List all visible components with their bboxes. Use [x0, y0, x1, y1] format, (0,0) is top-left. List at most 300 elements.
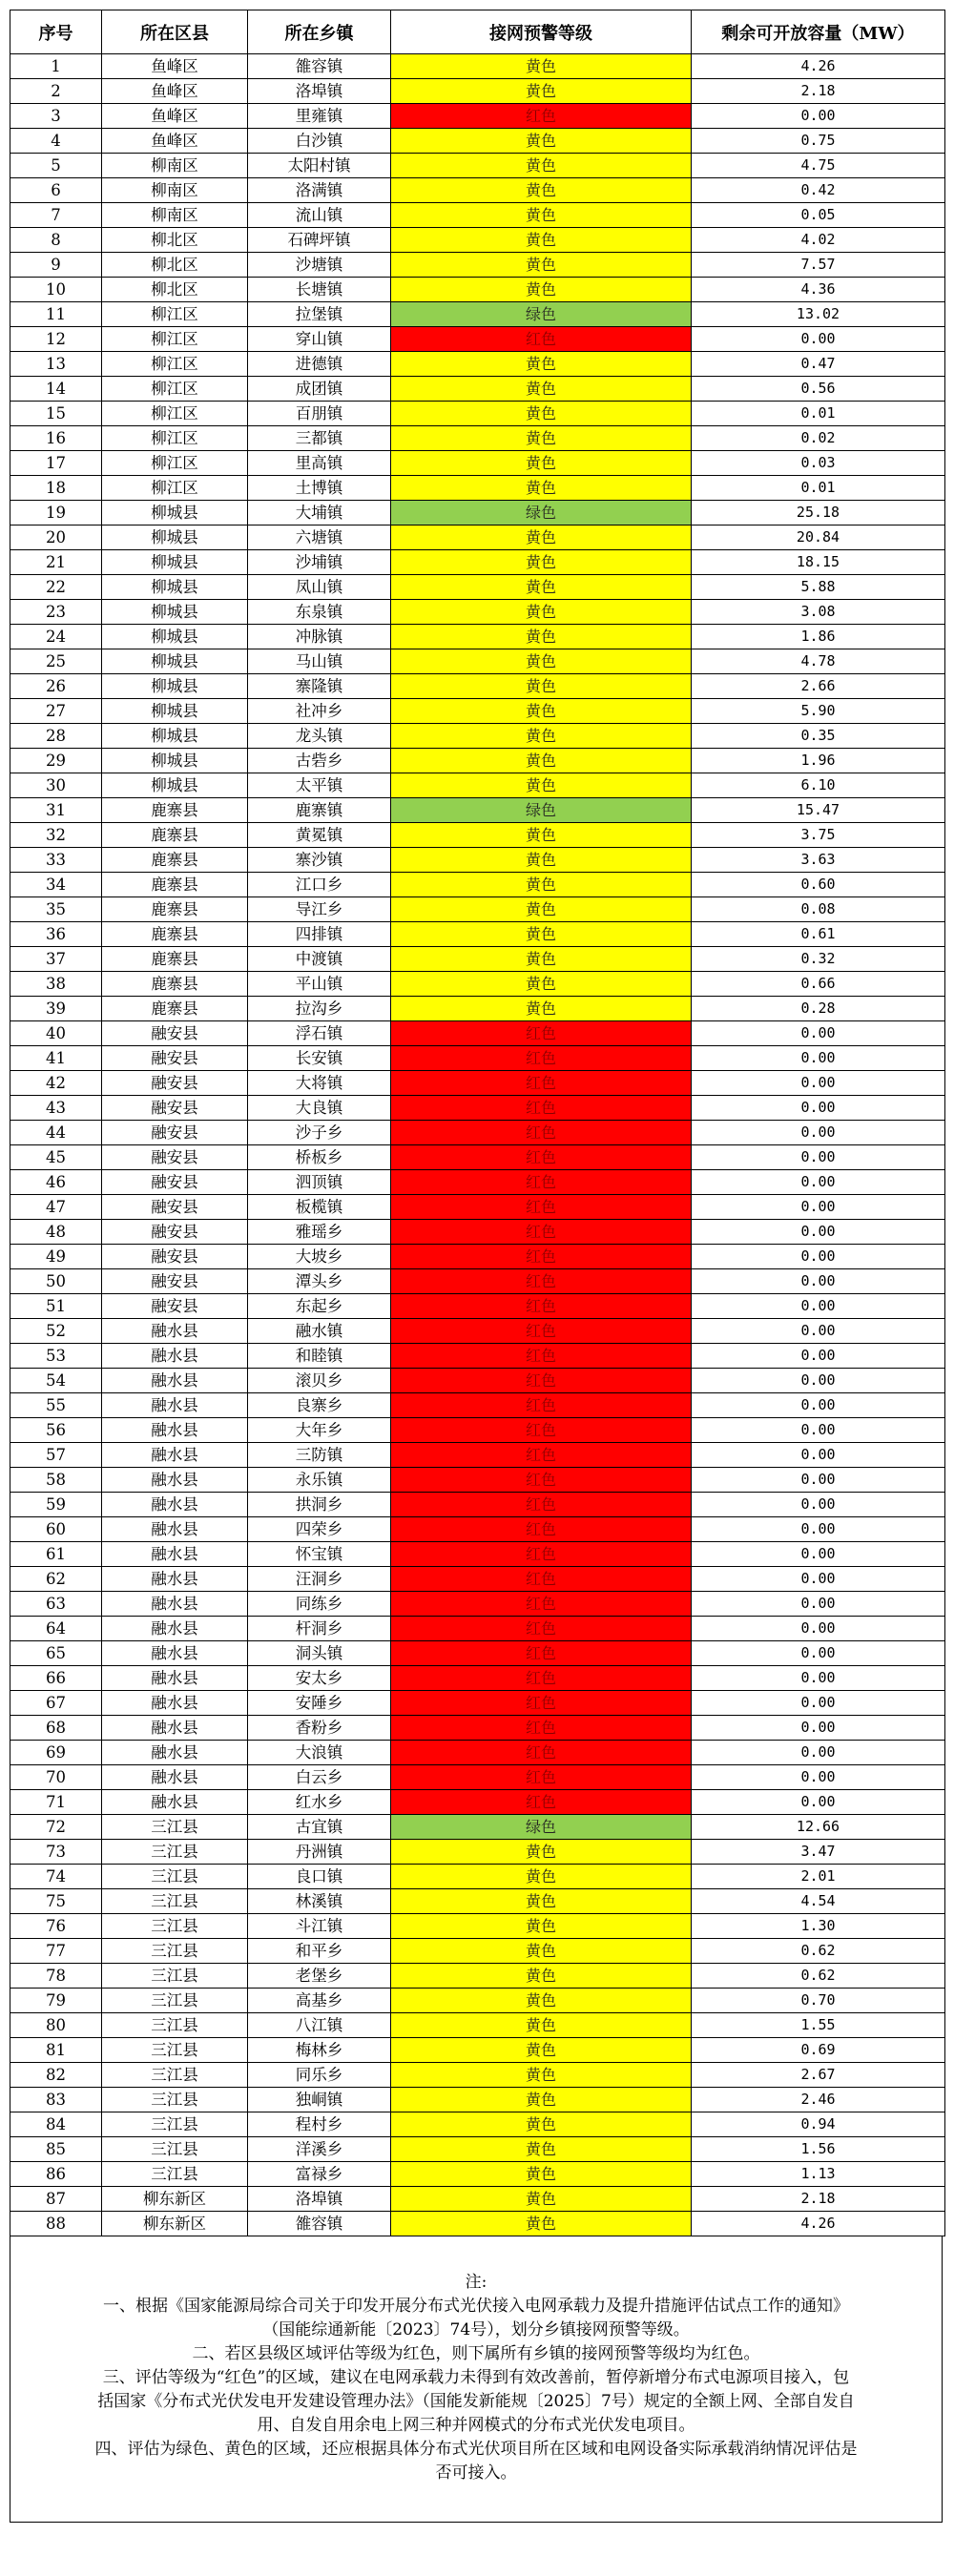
- remaining-capacity-cell: 0.00: [692, 327, 945, 352]
- town-cell: 怀宝镇: [248, 1542, 391, 1567]
- header-warning-level: 接网预警等级: [391, 10, 692, 54]
- row-index-cell: 56: [10, 1418, 102, 1443]
- town-cell: 鹿寨镇: [248, 798, 391, 823]
- table-row: [10, 625, 945, 649]
- town-cell: 凤山镇: [248, 575, 391, 600]
- town-cell: 洞头镇: [248, 1641, 391, 1666]
- town-cell: 雅瑶乡: [248, 1220, 391, 1245]
- remaining-capacity-cell: 4.02: [692, 228, 945, 253]
- row-index-cell: 72: [10, 1815, 102, 1840]
- county-cell: 三江县: [102, 1840, 248, 1865]
- table-row: [10, 1220, 945, 1245]
- table-row: [10, 327, 945, 352]
- town-cell: 高基乡: [248, 1989, 391, 2013]
- county-cell: 融水县: [102, 1567, 248, 1592]
- row-index-cell: 44: [10, 1121, 102, 1145]
- town-cell: 同乐乡: [248, 2063, 391, 2088]
- table-row: [10, 79, 945, 104]
- remaining-capacity-cell: 1.30: [692, 1914, 945, 1939]
- county-cell: 柳城县: [102, 649, 248, 674]
- remaining-capacity-cell: 0.00: [692, 1765, 945, 1790]
- remaining-capacity-cell: 0.62: [692, 1964, 945, 1989]
- row-index-cell: 43: [10, 1096, 102, 1121]
- row-index-cell: 31: [10, 798, 102, 823]
- table-row: [10, 2088, 945, 2112]
- town-cell: 洛满镇: [248, 178, 391, 203]
- county-cell: 融水县: [102, 1542, 248, 1567]
- table-header-row: [10, 10, 945, 54]
- table-row: [10, 2038, 945, 2063]
- row-index-cell: 49: [10, 1245, 102, 1269]
- table-row: [10, 1964, 945, 1989]
- warning-level-cell: 红色: [391, 1170, 692, 1195]
- row-index-cell: 24: [10, 625, 102, 649]
- warning-level-cell: 绿色: [391, 501, 692, 526]
- table-row: [10, 2187, 945, 2212]
- remaining-capacity-cell: 0.61: [692, 922, 945, 947]
- table-row: [10, 1195, 945, 1220]
- table-row: [10, 2063, 945, 2088]
- row-index-cell: 1: [10, 54, 102, 79]
- remaining-capacity-cell: 2.46: [692, 2088, 945, 2112]
- town-cell: 老堡乡: [248, 1964, 391, 1989]
- table-row: [10, 575, 945, 600]
- remaining-capacity-cell: 0.00: [692, 1493, 945, 1517]
- remaining-capacity-cell: 1.86: [692, 625, 945, 649]
- header-county: 所在区县: [102, 10, 248, 54]
- county-cell: 柳城县: [102, 600, 248, 625]
- warning-level-cell: 红色: [391, 1765, 692, 1790]
- county-cell: 柳城县: [102, 550, 248, 575]
- row-index-cell: 45: [10, 1145, 102, 1170]
- table-row: [10, 54, 945, 79]
- warning-level-cell: 红色: [391, 1021, 692, 1046]
- table-row: [10, 228, 945, 253]
- header-town: 所在乡镇: [248, 10, 391, 54]
- town-cell: 进德镇: [248, 352, 391, 377]
- table-row: [10, 848, 945, 873]
- town-cell: 林溪镇: [248, 1889, 391, 1914]
- row-index-cell: 66: [10, 1666, 102, 1691]
- table-row: [10, 476, 945, 501]
- town-cell: 长安镇: [248, 1046, 391, 1071]
- table-row: [10, 1369, 945, 1393]
- warning-level-cell: 黄色: [391, 2187, 692, 2212]
- county-cell: 鹿寨县: [102, 972, 248, 997]
- county-cell: 融安县: [102, 1046, 248, 1071]
- row-index-cell: 51: [10, 1294, 102, 1319]
- warning-level-cell: 绿色: [391, 798, 692, 823]
- remaining-capacity-cell: 18.15: [692, 550, 945, 575]
- town-cell: 江口乡: [248, 873, 391, 897]
- county-cell: 三江县: [102, 2088, 248, 2112]
- town-cell: 洛埠镇: [248, 2187, 391, 2212]
- row-index-cell: 85: [10, 2137, 102, 2162]
- row-index-cell: 17: [10, 451, 102, 476]
- county-cell: 融水县: [102, 1790, 248, 1815]
- table-row: [10, 129, 945, 154]
- row-index-cell: 48: [10, 1220, 102, 1245]
- remaining-capacity-cell: 7.57: [692, 253, 945, 278]
- county-cell: 融安县: [102, 1145, 248, 1170]
- warning-level-cell: 黄色: [391, 625, 692, 649]
- warning-level-cell: 黄色: [391, 377, 692, 402]
- county-cell: 鹿寨县: [102, 897, 248, 922]
- town-cell: 冲脉镇: [248, 625, 391, 649]
- warning-level-cell: 红色: [391, 104, 692, 129]
- remaining-capacity-cell: 0.00: [692, 1021, 945, 1046]
- town-cell: 成团镇: [248, 377, 391, 402]
- town-cell: 良口镇: [248, 1865, 391, 1889]
- table-row: [10, 402, 945, 426]
- table-row: [10, 1889, 945, 1914]
- row-index-cell: 4: [10, 129, 102, 154]
- remaining-capacity-cell: 2.67: [692, 2063, 945, 2088]
- table-row: [10, 154, 945, 178]
- county-cell: 柳江区: [102, 451, 248, 476]
- warning-level-cell: 黄色: [391, 426, 692, 451]
- remaining-capacity-cell: 0.00: [692, 1046, 945, 1071]
- table-row: [10, 1840, 945, 1865]
- warning-level-cell: 黄色: [391, 947, 692, 972]
- remaining-capacity-cell: 0.00: [692, 1269, 945, 1294]
- town-cell: 穿山镇: [248, 327, 391, 352]
- notes-title: 注:: [465, 2273, 487, 2292]
- town-cell: 四荣乡: [248, 1517, 391, 1542]
- warning-level-cell: 红色: [391, 1641, 692, 1666]
- county-cell: 融安县: [102, 1096, 248, 1121]
- remaining-capacity-cell: 0.00: [692, 1170, 945, 1195]
- table-row: [10, 600, 945, 625]
- table-row: [10, 1790, 945, 1815]
- county-cell: 鹿寨县: [102, 798, 248, 823]
- town-cell: 太平镇: [248, 773, 391, 798]
- warning-level-cell: 黄色: [391, 873, 692, 897]
- town-cell: 梅林乡: [248, 2038, 391, 2063]
- note-line: 二、若区县级区域评估等级为红色，则下属所有乡镇的接网预警等级均为红色。: [192, 2344, 760, 2363]
- warning-level-cell: 黄色: [391, 724, 692, 749]
- row-index-cell: 58: [10, 1468, 102, 1493]
- row-index-cell: 8: [10, 228, 102, 253]
- warning-level-cell: 黄色: [391, 178, 692, 203]
- town-cell: 四排镇: [248, 922, 391, 947]
- row-index-cell: 25: [10, 649, 102, 674]
- capacity-sheet: [10, 10, 944, 2523]
- header-index: 序号: [10, 10, 102, 54]
- remaining-capacity-cell: 3.75: [692, 823, 945, 848]
- county-cell: 融水县: [102, 1765, 248, 1790]
- town-cell: 红水乡: [248, 1790, 391, 1815]
- row-index-cell: 68: [10, 1716, 102, 1741]
- remaining-capacity-cell: 0.00: [692, 1517, 945, 1542]
- town-cell: 里雍镇: [248, 104, 391, 129]
- town-cell: 斗江镇: [248, 1914, 391, 1939]
- county-cell: 柳北区: [102, 228, 248, 253]
- row-index-cell: 30: [10, 773, 102, 798]
- town-cell: 汪洞乡: [248, 1567, 391, 1592]
- remaining-capacity-cell: 4.36: [692, 278, 945, 302]
- row-index-cell: 50: [10, 1269, 102, 1294]
- warning-level-cell: 黄色: [391, 129, 692, 154]
- remaining-capacity-cell: 0.08: [692, 897, 945, 922]
- county-cell: 三江县: [102, 2137, 248, 2162]
- table-row: [10, 1319, 945, 1344]
- warning-level-cell: 红色: [391, 1046, 692, 1071]
- remaining-capacity-cell: 0.01: [692, 402, 945, 426]
- county-cell: 柳城县: [102, 575, 248, 600]
- warning-level-cell: 黄色: [391, 575, 692, 600]
- warning-level-cell: 红色: [391, 1418, 692, 1443]
- table-row: [10, 1592, 945, 1617]
- county-cell: 鱼峰区: [102, 104, 248, 129]
- warning-level-cell: 黄色: [391, 823, 692, 848]
- town-cell: 洛埠镇: [248, 79, 391, 104]
- county-cell: 鹿寨县: [102, 848, 248, 873]
- warning-level-cell: 黄色: [391, 1840, 692, 1865]
- warning-level-cell: 黄色: [391, 526, 692, 550]
- remaining-capacity-cell: 5.88: [692, 575, 945, 600]
- row-index-cell: 23: [10, 600, 102, 625]
- row-index-cell: 37: [10, 947, 102, 972]
- row-index-cell: 28: [10, 724, 102, 749]
- note-line: （国能综通新能〔2023〕74号），划分乡镇接网预警等级。: [262, 2320, 690, 2339]
- county-cell: 三江县: [102, 1815, 248, 1840]
- remaining-capacity-cell: 3.08: [692, 600, 945, 625]
- table-row: [10, 997, 945, 1021]
- warning-level-cell: 红色: [391, 1245, 692, 1269]
- town-cell: 大浪镇: [248, 1741, 391, 1765]
- remaining-capacity-cell: 15.47: [692, 798, 945, 823]
- remaining-capacity-cell: 1.96: [692, 749, 945, 773]
- town-cell: 潭头乡: [248, 1269, 391, 1294]
- town-cell: 东起乡: [248, 1294, 391, 1319]
- row-index-cell: 22: [10, 575, 102, 600]
- county-cell: 融安县: [102, 1071, 248, 1096]
- row-index-cell: 70: [10, 1765, 102, 1790]
- remaining-capacity-cell: 0.00: [692, 1096, 945, 1121]
- remaining-capacity-cell: 0.00: [692, 104, 945, 129]
- town-cell: 土博镇: [248, 476, 391, 501]
- county-cell: 融水县: [102, 1716, 248, 1741]
- warning-level-cell: 红色: [391, 1617, 692, 1641]
- warning-level-cell: 黄色: [391, 2112, 692, 2137]
- warning-level-cell: 黄色: [391, 2038, 692, 2063]
- town-cell: 桥板乡: [248, 1145, 391, 1170]
- warning-level-cell: 绿色: [391, 302, 692, 327]
- county-cell: 鱼峰区: [102, 129, 248, 154]
- town-cell: 白沙镇: [248, 129, 391, 154]
- table-row: [10, 1517, 945, 1542]
- remaining-capacity-cell: 0.66: [692, 972, 945, 997]
- table-row: [10, 278, 945, 302]
- row-index-cell: 19: [10, 501, 102, 526]
- town-cell: 中渡镇: [248, 947, 391, 972]
- county-cell: 鱼峰区: [102, 54, 248, 79]
- table-row: [10, 302, 945, 327]
- county-cell: 柳南区: [102, 154, 248, 178]
- county-cell: 融水县: [102, 1493, 248, 1517]
- town-cell: 杆洞乡: [248, 1617, 391, 1641]
- row-index-cell: 34: [10, 873, 102, 897]
- warning-level-cell: 黄色: [391, 1914, 692, 1939]
- remaining-capacity-cell: 4.54: [692, 1889, 945, 1914]
- warning-level-cell: 黄色: [391, 1964, 692, 1989]
- remaining-capacity-cell: 12.66: [692, 1815, 945, 1840]
- warning-level-cell: 黄色: [391, 922, 692, 947]
- warning-level-cell: 红色: [391, 1493, 692, 1517]
- row-index-cell: 65: [10, 1641, 102, 1666]
- row-index-cell: 84: [10, 2112, 102, 2137]
- county-cell: 鹿寨县: [102, 873, 248, 897]
- row-index-cell: 36: [10, 922, 102, 947]
- row-index-cell: 47: [10, 1195, 102, 1220]
- table-row: [10, 2212, 945, 2236]
- row-index-cell: 60: [10, 1517, 102, 1542]
- warning-level-cell: 黄色: [391, 550, 692, 575]
- table-row: [10, 501, 945, 526]
- warning-level-cell: 黄色: [391, 699, 692, 724]
- warning-level-cell: 红色: [391, 1666, 692, 1691]
- warning-level-cell: 黄色: [391, 773, 692, 798]
- table-row: [10, 203, 945, 228]
- table-row: [10, 2162, 945, 2187]
- remaining-capacity-cell: 0.00: [692, 1220, 945, 1245]
- remaining-capacity-cell: 0.02: [692, 426, 945, 451]
- remaining-capacity-cell: 0.00: [692, 1468, 945, 1493]
- warning-level-cell: 红色: [391, 1121, 692, 1145]
- remaining-capacity-cell: 5.90: [692, 699, 945, 724]
- table-row: [10, 1914, 945, 1939]
- county-cell: 柳城县: [102, 501, 248, 526]
- row-index-cell: 53: [10, 1344, 102, 1369]
- warning-level-cell: 黄色: [391, 972, 692, 997]
- remaining-capacity-cell: 0.32: [692, 947, 945, 972]
- row-index-cell: 41: [10, 1046, 102, 1071]
- county-cell: 柳江区: [102, 302, 248, 327]
- county-cell: 柳南区: [102, 203, 248, 228]
- table-row: [10, 1641, 945, 1666]
- table-row: [10, 947, 945, 972]
- table-row: [10, 1865, 945, 1889]
- note-line: 用、自发自用余电上网三种并网模式的分布式光伏发电项目。: [257, 2416, 695, 2435]
- county-cell: 三江县: [102, 2013, 248, 2038]
- remaining-capacity-cell: 0.42: [692, 178, 945, 203]
- row-index-cell: 35: [10, 897, 102, 922]
- remaining-capacity-cell: 0.00: [692, 1443, 945, 1468]
- town-cell: 沙子乡: [248, 1121, 391, 1145]
- town-cell: 大将镇: [248, 1071, 391, 1096]
- town-cell: 黄冕镇: [248, 823, 391, 848]
- warning-level-cell: 红色: [391, 1468, 692, 1493]
- town-cell: 导江乡: [248, 897, 391, 922]
- county-cell: 柳城县: [102, 773, 248, 798]
- notes-section: [10, 2236, 943, 2523]
- table-row: [10, 104, 945, 129]
- county-cell: 融水县: [102, 1691, 248, 1716]
- town-cell: 长塘镇: [248, 278, 391, 302]
- warning-level-cell: 黄色: [391, 1989, 692, 2013]
- warning-level-cell: 黄色: [391, 2013, 692, 2038]
- remaining-capacity-cell: 0.00: [692, 1071, 945, 1096]
- remaining-capacity-cell: 0.00: [692, 1294, 945, 1319]
- county-cell: 柳城县: [102, 625, 248, 649]
- table-row: [10, 1245, 945, 1269]
- remaining-capacity-cell: 25.18: [692, 501, 945, 526]
- county-cell: 柳北区: [102, 278, 248, 302]
- remaining-capacity-cell: 4.78: [692, 649, 945, 674]
- county-cell: 三江县: [102, 1964, 248, 1989]
- row-index-cell: 81: [10, 2038, 102, 2063]
- row-index-cell: 6: [10, 178, 102, 203]
- table-row: [10, 2137, 945, 2162]
- county-cell: 融安县: [102, 1220, 248, 1245]
- table-row: [10, 1294, 945, 1319]
- note-line: 括国家《分布式光伏发电开发建设管理办法》（国能发新能规〔2025〕7号）规定的全额上网、全部自发自: [97, 2392, 855, 2411]
- warning-level-cell: 黄色: [391, 253, 692, 278]
- warning-level-cell: 红色: [391, 1294, 692, 1319]
- county-cell: 柳江区: [102, 377, 248, 402]
- row-index-cell: 78: [10, 1964, 102, 1989]
- row-index-cell: 71: [10, 1790, 102, 1815]
- town-cell: 寨隆镇: [248, 674, 391, 699]
- warning-level-cell: 红色: [391, 1319, 692, 1344]
- table-row: [10, 1021, 945, 1046]
- table-row: [10, 773, 945, 798]
- row-index-cell: 64: [10, 1617, 102, 1641]
- town-cell: 独峒镇: [248, 2088, 391, 2112]
- warning-level-cell: 红色: [391, 1567, 692, 1592]
- town-cell: 良寨乡: [248, 1393, 391, 1418]
- table-row: [10, 451, 945, 476]
- remaining-capacity-cell: 3.47: [692, 1840, 945, 1865]
- town-cell: 雒容镇: [248, 2212, 391, 2236]
- county-cell: 融水县: [102, 1666, 248, 1691]
- row-index-cell: 80: [10, 2013, 102, 2038]
- row-index-cell: 2: [10, 79, 102, 104]
- warning-level-cell: 红色: [391, 1269, 692, 1294]
- warning-level-cell: 黄色: [391, 2162, 692, 2187]
- remaining-capacity-cell: 0.00: [692, 1195, 945, 1220]
- row-index-cell: 39: [10, 997, 102, 1021]
- town-cell: 大良镇: [248, 1096, 391, 1121]
- remaining-capacity-cell: 0.75: [692, 129, 945, 154]
- warning-level-cell: 黄色: [391, 600, 692, 625]
- county-cell: 柳江区: [102, 476, 248, 501]
- warning-level-cell: 黄色: [391, 2137, 692, 2162]
- warning-level-cell: 红色: [391, 1220, 692, 1245]
- county-cell: 柳北区: [102, 253, 248, 278]
- warning-level-cell: 黄色: [391, 1865, 692, 1889]
- county-cell: 融水县: [102, 1592, 248, 1617]
- town-cell: 龙头镇: [248, 724, 391, 749]
- row-index-cell: 75: [10, 1889, 102, 1914]
- town-cell: 香粉乡: [248, 1716, 391, 1741]
- row-index-cell: 32: [10, 823, 102, 848]
- row-index-cell: 7: [10, 203, 102, 228]
- warning-level-cell: 红色: [391, 1592, 692, 1617]
- remaining-capacity-cell: 0.00: [692, 1542, 945, 1567]
- county-cell: 三江县: [102, 1939, 248, 1964]
- table-row: [10, 1815, 945, 1840]
- row-index-cell: 61: [10, 1542, 102, 1567]
- warning-level-cell: 红色: [391, 1096, 692, 1121]
- remaining-capacity-cell: 0.70: [692, 1989, 945, 2013]
- row-index-cell: 33: [10, 848, 102, 873]
- remaining-capacity-cell: 20.84: [692, 526, 945, 550]
- table-row: [10, 1542, 945, 1567]
- town-cell: 泗顶镇: [248, 1170, 391, 1195]
- county-cell: 融水县: [102, 1617, 248, 1641]
